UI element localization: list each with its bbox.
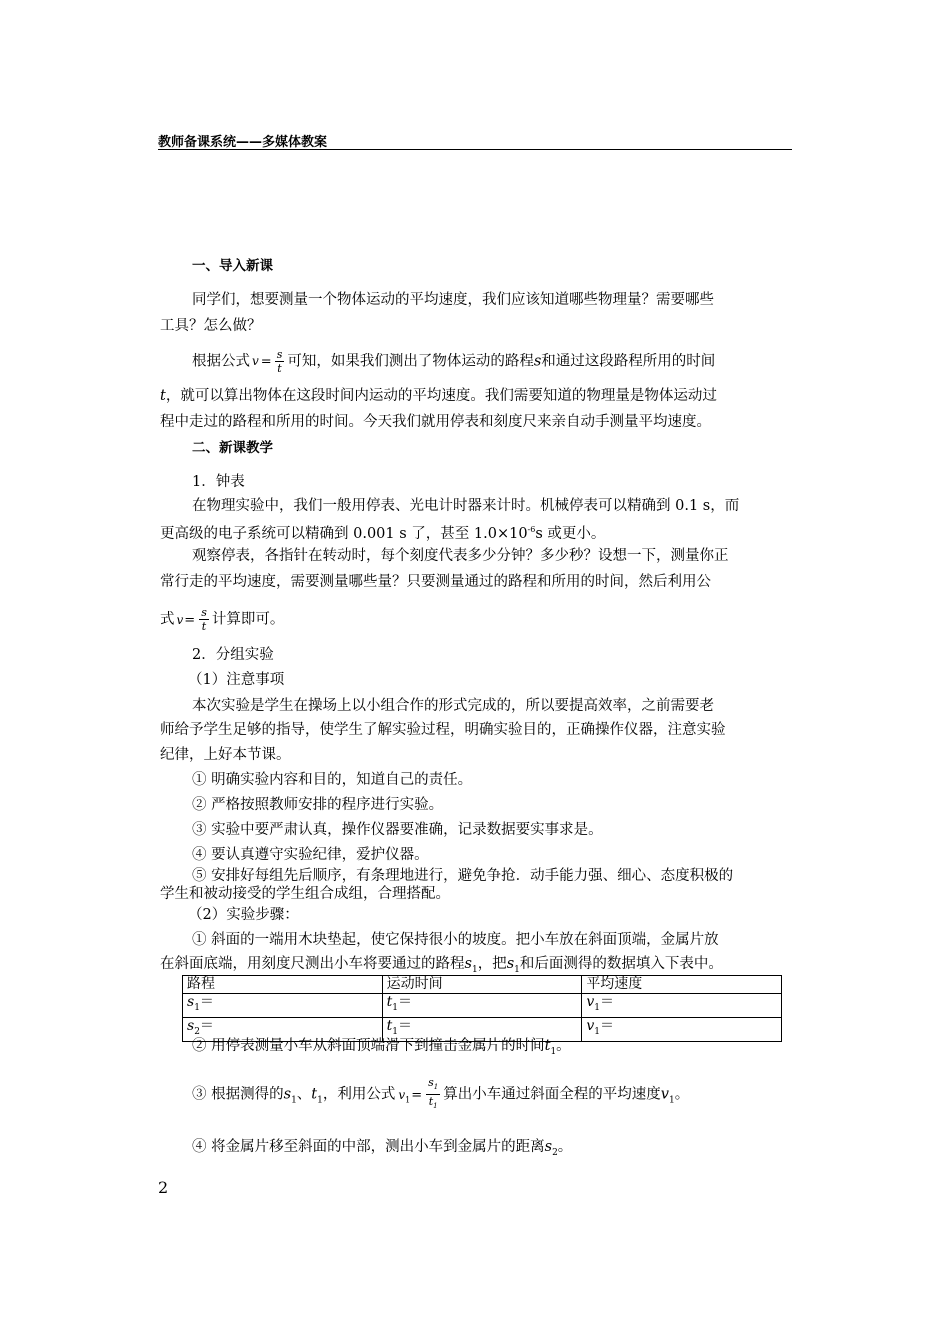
step-line: ① 斜面的一端用木块垫起，使它保持很小的坡度。把小车放在斜面顶端，金属片放 <box>192 932 719 948</box>
list-item: ③ 实验中要严肃认真，操作仪器要准确，记录数据要实事求是。 <box>192 822 603 838</box>
list-item: ② 严格按照教师安排的程序进行实验。 <box>192 797 444 813</box>
paragraph-line: 常行走的平均速度，需要测量哪些量？只要测量通过的路程和所用的时间，然后利用公 <box>160 574 711 590</box>
table-row <box>183 994 782 1018</box>
step-line: 在斜面底端，用刻度尺测出小车将要通过的路程$s_1$，把$s_1$和后面测得的数据填入下表中。 <box>160 956 723 975</box>
list-item: ① 明确实验内容和目的，知道自己的责任。 <box>192 772 473 788</box>
fraction-s1-over-t1: $\frac{s_1}{t_1}$ <box>428 1076 439 1111</box>
data-table <box>182 975 782 1042</box>
paragraph-line: 师给予学生足够的指导，使学生了解实验过程，明确实验目的，正确操作仪器，注意实验 <box>160 722 726 738</box>
paragraph-line: 工具？怎么做？ <box>160 318 262 334</box>
page-header <box>158 131 792 150</box>
paragraph-line: 程中走过的路程和所用的时间。今天我们就用停表和刻度尺来亲自动手测量平均速度。 <box>160 414 711 430</box>
step-line: ② 用停表测量小车从斜面顶端滑下到撞击金属片的时间$t_1$。 <box>192 1038 571 1057</box>
paragraph-line: 纪律，上好本节课。 <box>160 747 291 763</box>
table-cell: $s_2=$ <box>183 1017 383 1041</box>
list-item: 学生和被动接受的学生组合成组，合理搭配。 <box>160 886 450 902</box>
table-header-cell: 运动时间 <box>382 976 582 994</box>
paragraph-line: 式 v= $\frac{s}{t}$ 计算即可。 <box>160 606 285 633</box>
list-item: ⑤ 安排好每组先后顺序，有条理地进行，避免争抢．动手能力强、细心、态度积极的 <box>192 868 734 884</box>
table-header-cell: 平均速度 <box>582 976 782 994</box>
paragraph-line: t，就可以算出物体在这段时间内运动的平均速度。我们需要知道的物理量是物体运动过 <box>160 388 717 404</box>
section-title-1: 一、导入新课 <box>192 258 273 274</box>
item-heading: 2．分组实验 <box>192 647 274 663</box>
section-title-2: 二、新课教学 <box>192 440 273 456</box>
table-cell: $v_1=$ <box>582 994 782 1018</box>
table-header-cell: 路程 <box>183 976 383 994</box>
table-cell: $s_1=$ <box>183 994 383 1018</box>
item-heading: 1．钟表 <box>192 474 245 490</box>
sub-heading: （1）注意事项 <box>188 672 285 688</box>
list-item: ④ 要认真遵守实验纪律，爱护仪器。 <box>192 847 429 863</box>
sub-heading: （2）实验步骤： <box>188 907 299 923</box>
table-cell: $v_1=$ <box>582 1017 782 1041</box>
step-line: ③ 根据测得的$s_1$、$t_1$，利用公式 $v_1=$ $\frac{s_1}{t_1}$ 算出小车通过斜面全程的平均速度$v_1$。 <box>192 1076 689 1113</box>
formula-v: v <box>252 354 259 368</box>
table-cell: $t_1=$ <box>382 1017 582 1041</box>
paragraph-line: 根据公式 v = $\frac{s}{t}$ 可知，如果我们测出了物体运动的路程s和通过这段路程所用的时间 <box>192 348 716 375</box>
fraction-s-over-t: $\frac{s}{t}$ <box>201 606 207 633</box>
paragraph-line: 在物理实验中，我们一般用停表、光电计时器来计时。机械停表可以精确到 0.1 s，而 <box>192 498 740 514</box>
table-cell: $t_1=$ <box>382 994 582 1018</box>
paragraph-line: 观察停表，各指针在转动时，每个刻度代表多少分钟？多少秒？设想一下，测量你正 <box>192 548 729 564</box>
page-number: 2 <box>158 1178 169 1197</box>
fraction-s-over-t: $\frac{s}{t}$ <box>276 348 283 375</box>
paragraph-line: 更高级的电子系统可以精确到 0.001 s 了，甚至 $1.0\times 10^{-6}s$ 或更小。 <box>160 525 606 542</box>
paragraph-line: 同学们，想要测量一个物体运动的平均速度，我们应该知道哪些物理量？需要哪些 <box>192 292 714 308</box>
header-title: 教师备课系统——多媒体教案 <box>158 135 328 150</box>
paragraph-line: 本次实验是学生在操场上以小组合作的形式完成的，所以要提高效率，之前需要老 <box>192 698 714 714</box>
table-header-row <box>183 976 782 994</box>
step-line: ④ 将金属片移至斜面的中部，测出小车到金属片的距离$s_2$。 <box>192 1139 573 1158</box>
